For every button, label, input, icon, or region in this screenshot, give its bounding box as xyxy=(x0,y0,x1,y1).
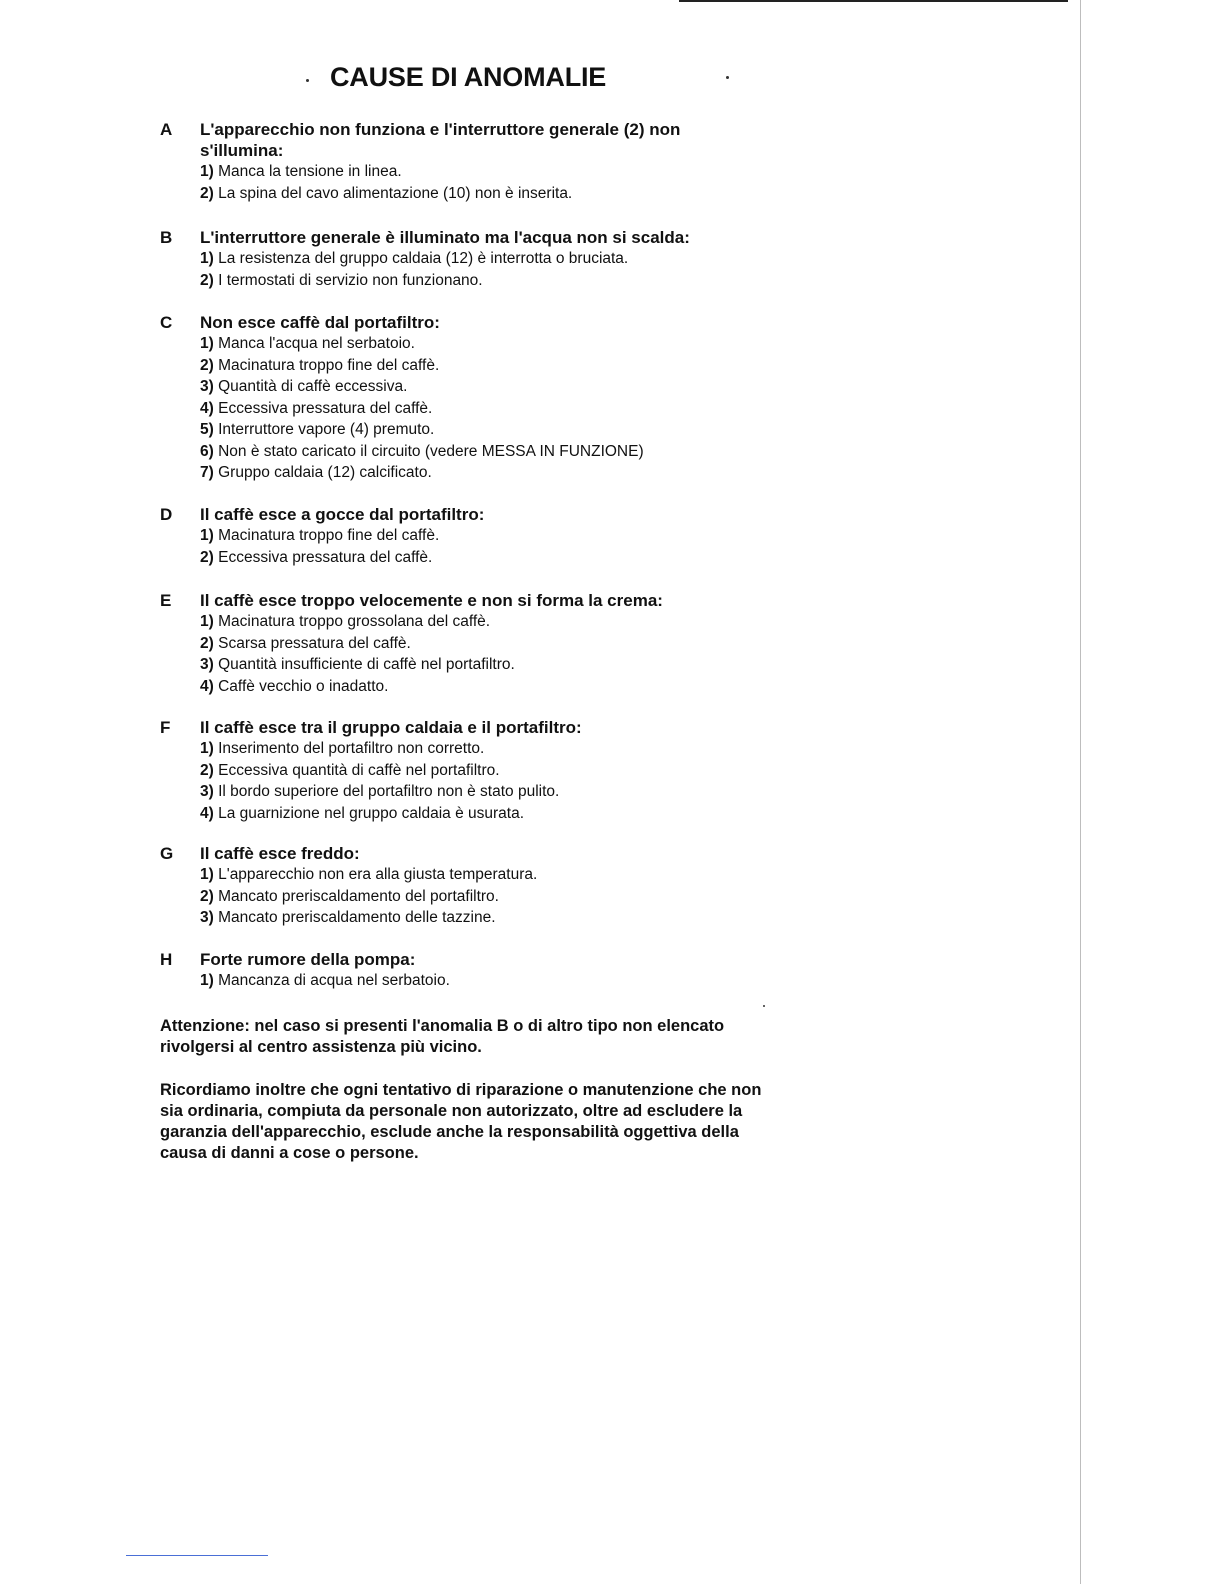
cause-item xyxy=(200,248,780,270)
cause-list xyxy=(160,970,780,992)
section-title: Non esce caffè dal portafiltro: xyxy=(200,313,440,332)
item-number: 3) xyxy=(200,378,214,395)
cause-item xyxy=(200,525,780,547)
scan-speck xyxy=(763,1005,765,1007)
item-text: I termostati di servizio non funzionano. xyxy=(218,271,483,289)
cause-item xyxy=(200,161,780,183)
item-text: Mancanza di acqua nel serbatoio. xyxy=(218,972,450,989)
item-number: 2) xyxy=(200,356,214,374)
bottom-rule xyxy=(126,1555,268,1556)
section-e xyxy=(160,590,780,697)
cause-item xyxy=(200,462,780,484)
section-heading xyxy=(160,504,780,525)
section-heading xyxy=(160,227,780,248)
scan-speck xyxy=(306,79,309,82)
item-text: La spina del cavo alimentazione (10) non è inserita. xyxy=(218,184,573,202)
right-page-edge xyxy=(1080,0,1081,1584)
item-number: 2) xyxy=(200,184,214,202)
item-number: 2) xyxy=(200,548,214,566)
item-text: L'apparecchio non era alla giusta temperatura. xyxy=(218,866,538,883)
cause-list xyxy=(160,864,780,929)
attention-note: Attenzione: nel caso si presenti l'anomalia B o di altro tipo non elencato rivolgersi al centro assistenza più vicino. xyxy=(160,1017,725,1056)
section-h xyxy=(160,949,780,992)
cause-item xyxy=(200,441,780,463)
item-text: Macinatura troppo grossolana del caffè. xyxy=(218,613,491,630)
section-title: Forte rumore della pompa: xyxy=(200,950,416,969)
section-title: Il caffè esce freddo: xyxy=(200,844,360,863)
cause-item xyxy=(200,886,780,908)
item-number: 1) xyxy=(200,527,214,544)
item-number: 1) xyxy=(200,335,214,352)
section-f xyxy=(160,717,780,824)
closing-note: Ricordiamo inoltre che ogni tentativo di riparazione o manutenzione che non sia ordinaria, compiuta da personale non autorizzato, oltre ad escludere la garanzia dell'apparecchio, esclude anche la responsabilità oggettiva della causa di danni a cose o persone. xyxy=(160,1081,762,1162)
cause-list xyxy=(160,525,780,568)
item-text: Scarsa pressatura del caffè. xyxy=(218,634,411,652)
item-text: Il bordo superiore del portafiltro non è stato pulito. xyxy=(218,783,560,800)
section-a xyxy=(160,119,780,204)
item-text: Gruppo caldaia (12) calcificato. xyxy=(218,464,432,481)
item-number: 5) xyxy=(200,421,214,438)
section-letter: C xyxy=(160,313,173,332)
item-text: Quantità insufficiente di caffè nel portafiltro. xyxy=(218,656,515,673)
item-text: Eccessiva pressatura del caffè. xyxy=(218,399,433,417)
section-letter: G xyxy=(160,844,174,863)
section-heading xyxy=(160,717,780,738)
item-text: Macinatura troppo fine del caffè. xyxy=(218,527,440,544)
cause-item xyxy=(200,633,780,655)
cause-item xyxy=(200,547,780,569)
section-letter: A xyxy=(160,120,173,139)
cause-item xyxy=(200,760,780,782)
item-text: Macinatura troppo fine del caffè. xyxy=(218,356,440,374)
cause-item xyxy=(200,333,780,355)
cause-list xyxy=(160,738,780,824)
cause-item xyxy=(200,398,780,420)
item-text: Manca l'acqua nel serbatoio. xyxy=(218,335,415,352)
cause-item xyxy=(200,419,780,441)
item-number: 2) xyxy=(200,271,214,289)
item-text: Non è stato caricato il circuito (vedere MESSA IN FUNZIONE) xyxy=(218,442,644,460)
cause-item xyxy=(200,803,780,825)
item-text: Manca la tensione in linea. xyxy=(218,163,402,180)
cause-item xyxy=(200,907,780,929)
item-number: 6) xyxy=(200,442,214,460)
section-d xyxy=(160,504,780,568)
item-text: Quantità di caffè eccessiva. xyxy=(218,378,408,395)
item-text: Inserimento del portafiltro non corretto. xyxy=(218,740,485,757)
page-title: CAUSE DI ANOMALIE xyxy=(330,62,607,92)
cause-item xyxy=(200,781,780,803)
item-number: 1) xyxy=(200,866,214,883)
cause-list xyxy=(160,248,780,291)
section-letter: D xyxy=(160,505,173,524)
item-number: 2) xyxy=(200,634,214,652)
section-title: L'interruttore generale è illuminato ma l'acqua non si scalda: xyxy=(200,228,690,247)
section-c xyxy=(160,312,780,484)
item-number: 3) xyxy=(200,909,214,926)
cause-item xyxy=(200,738,780,760)
item-number: 1) xyxy=(200,972,214,989)
item-text: Mancato preriscaldamento delle tazzine. xyxy=(218,909,496,926)
cause-item xyxy=(200,611,780,633)
item-number: 4) xyxy=(200,677,214,695)
top-rule xyxy=(679,0,1068,2)
section-letter: B xyxy=(160,228,173,247)
item-text: Eccessiva quantità di caffè nel portafiltro. xyxy=(218,761,500,779)
item-number: 7) xyxy=(200,464,214,481)
item-number: 1) xyxy=(200,613,214,630)
cause-item xyxy=(200,270,780,292)
cause-item xyxy=(200,355,780,377)
section-title: L'apparecchio non funziona e l'interruttore generale (2) non s'illumina: xyxy=(200,120,681,160)
section-letter: F xyxy=(160,718,171,737)
item-text: Mancato preriscaldamento del portafiltro. xyxy=(218,887,499,905)
cause-item xyxy=(200,183,780,205)
section-heading xyxy=(160,119,780,161)
section-letter: H xyxy=(160,950,173,969)
cause-list xyxy=(160,611,780,697)
item-text: Eccessiva pressatura del caffè. xyxy=(218,548,433,566)
cause-item xyxy=(200,970,780,992)
cause-item xyxy=(200,864,780,886)
item-number: 1) xyxy=(200,163,214,180)
item-text: La resistenza del gruppo caldaia (12) è interrotta o bruciata. xyxy=(218,250,629,267)
section-title: Il caffè esce a gocce dal portafiltro: xyxy=(200,505,485,524)
item-number: 4) xyxy=(200,399,214,417)
item-number: 1) xyxy=(200,250,214,267)
item-number: 2) xyxy=(200,887,214,905)
item-number: 2) xyxy=(200,761,214,779)
section-letter: E xyxy=(160,591,172,610)
section-title: Il caffè esce tra il gruppo caldaia e il portafiltro: xyxy=(200,718,582,737)
section-heading xyxy=(160,949,780,970)
item-text: La guarnizione nel gruppo caldaia è usurata. xyxy=(218,804,525,822)
item-number: 1) xyxy=(200,740,214,757)
section-heading xyxy=(160,590,780,611)
cause-list xyxy=(160,333,780,484)
section-heading xyxy=(160,312,780,333)
cause-item xyxy=(200,654,780,676)
section-b xyxy=(160,227,780,291)
scan-speck xyxy=(726,76,729,79)
section-g xyxy=(160,843,780,929)
item-number: 3) xyxy=(200,656,214,673)
section-title: Il caffè esce troppo velocemente e non si forma la crema: xyxy=(200,591,663,610)
item-text: Interruttore vapore (4) premuto. xyxy=(218,421,435,438)
item-number: 3) xyxy=(200,783,214,800)
cause-list xyxy=(160,161,780,204)
item-text: Caffè vecchio o inadatto. xyxy=(218,677,389,695)
item-number: 4) xyxy=(200,804,214,822)
cause-item xyxy=(200,676,780,698)
section-heading xyxy=(160,843,780,864)
cause-item xyxy=(200,376,780,398)
